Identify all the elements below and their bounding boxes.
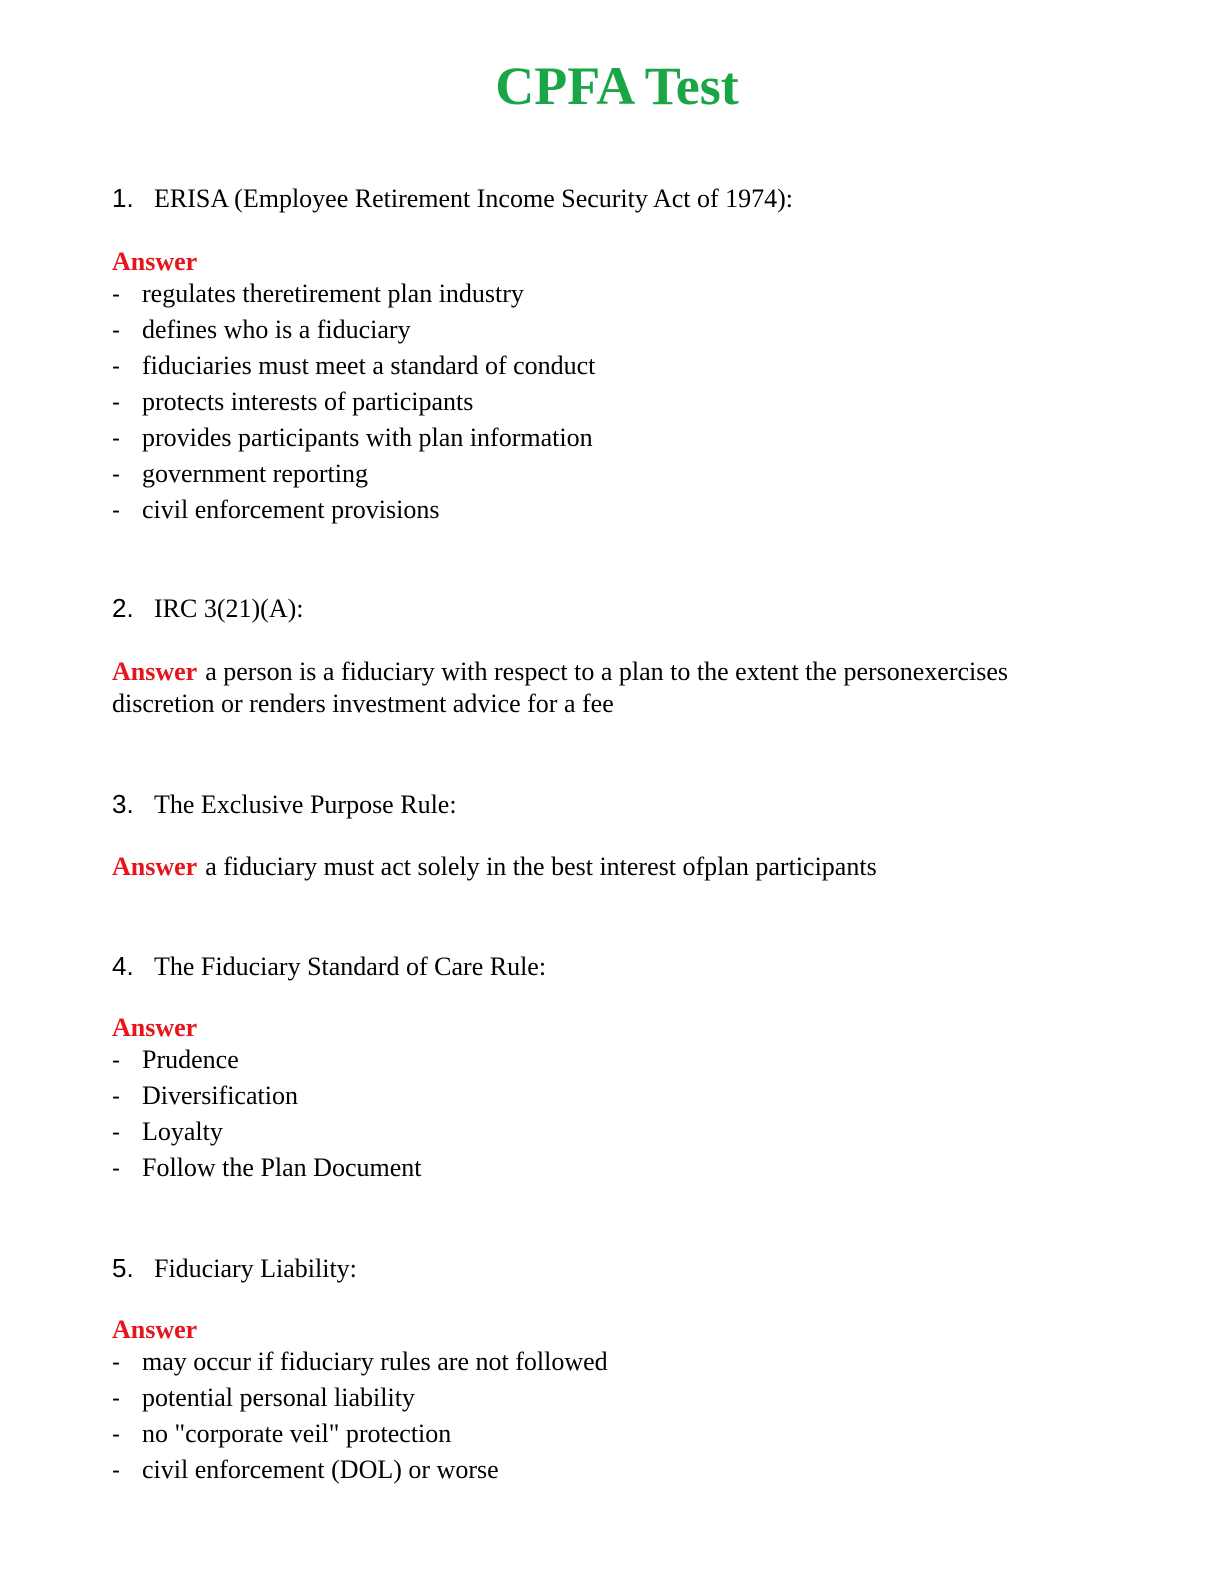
list-item: - civil enforcement provisions bbox=[112, 492, 595, 528]
list-item: - protects interests of participants bbox=[112, 384, 595, 420]
list-item: - provides participants with plan information bbox=[112, 420, 595, 456]
bullet-dash: - bbox=[112, 497, 120, 524]
answer-2 bbox=[112, 656, 1072, 720]
bullet-dash: - bbox=[112, 1119, 120, 1146]
page-title: CPFA Test bbox=[495, 56, 739, 116]
list-item: - government reporting bbox=[112, 456, 595, 492]
question-number: 4. bbox=[112, 951, 134, 981]
bullet-dash: - bbox=[112, 1083, 120, 1110]
bullet-dash: - bbox=[112, 461, 120, 488]
answer-text: a fiduciary must act solely in the best interest ofplan participants bbox=[205, 852, 877, 881]
answer-text: a person is a fiduciary with respect to a plan to the extent the personexercises discretion or renders investment advice for a fee bbox=[112, 657, 1009, 718]
answer-list-4 bbox=[112, 1042, 421, 1186]
list-item: - potential personal liability bbox=[112, 1380, 608, 1416]
list-item: - Follow the Plan Document bbox=[112, 1150, 421, 1186]
bullet-dash: - bbox=[112, 1421, 120, 1448]
bullet-dash: - bbox=[112, 1155, 120, 1182]
question-5 bbox=[112, 1252, 357, 1285]
answer-list-5 bbox=[112, 1344, 608, 1488]
question-number: 1. bbox=[112, 183, 134, 213]
question-3 bbox=[112, 788, 457, 821]
list-item: - Loyalty bbox=[112, 1114, 421, 1150]
list-item: - fiduciaries must meet a standard of conduct bbox=[112, 348, 595, 384]
bullet-dash: - bbox=[112, 425, 120, 452]
answer-3 bbox=[112, 851, 1072, 883]
question-text: The Exclusive Purpose Rule: bbox=[154, 790, 457, 819]
list-item: - civil enforcement (DOL) or worse bbox=[112, 1452, 608, 1488]
question-1 bbox=[112, 182, 793, 215]
answer-list-1 bbox=[112, 276, 595, 528]
list-item: - Diversification bbox=[112, 1078, 421, 1114]
bullet-dash: - bbox=[112, 353, 120, 380]
bullet-dash: - bbox=[112, 317, 120, 344]
bullet-dash: - bbox=[112, 389, 120, 416]
answer-label: Answer bbox=[112, 852, 198, 881]
answer-label: Answer bbox=[112, 1013, 198, 1042]
question-number: 2. bbox=[112, 593, 134, 623]
answer-label: Answer bbox=[112, 247, 198, 276]
question-2 bbox=[112, 592, 303, 625]
question-4 bbox=[112, 950, 546, 983]
answer-label: Answer bbox=[112, 1315, 198, 1344]
list-item: - regulates theretirement plan industry bbox=[112, 276, 595, 312]
question-text: IRC 3(21)(A): bbox=[154, 594, 304, 623]
bullet-dash: - bbox=[112, 1047, 120, 1074]
question-number: 3. bbox=[112, 789, 134, 819]
list-item: - may occur if fiduciary rules are not followed bbox=[112, 1344, 608, 1380]
list-item: - Prudence bbox=[112, 1042, 421, 1078]
bullet-dash: - bbox=[112, 1349, 120, 1376]
question-text: Fiduciary Liability: bbox=[154, 1254, 357, 1283]
bullet-dash: - bbox=[112, 1385, 120, 1412]
bullet-dash: - bbox=[112, 281, 120, 308]
bullet-dash: - bbox=[112, 1457, 120, 1484]
answer-label: Answer bbox=[112, 657, 198, 686]
question-number: 5. bbox=[112, 1253, 134, 1283]
question-text: ERISA (Employee Retirement Income Security Act of 1974): bbox=[154, 184, 794, 213]
question-text: The Fiduciary Standard of Care Rule: bbox=[154, 952, 547, 981]
list-item: - no "corporate veil" protection bbox=[112, 1416, 608, 1452]
list-item: - defines who is a fiduciary bbox=[112, 312, 595, 348]
